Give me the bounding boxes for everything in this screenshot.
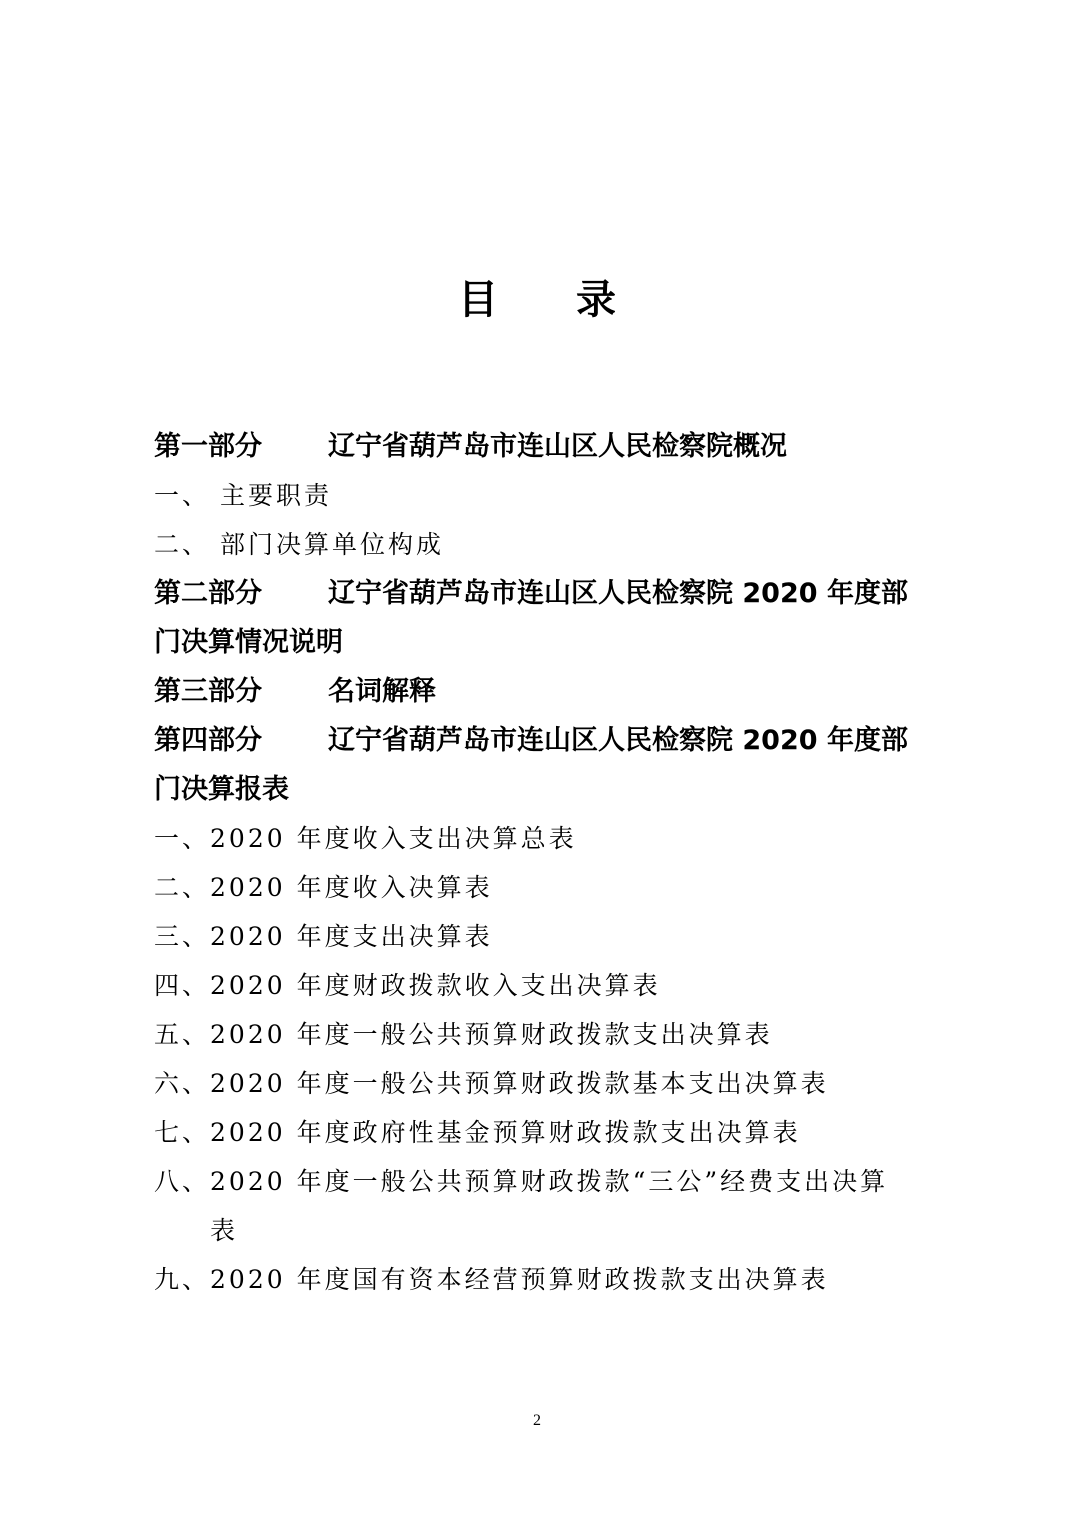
page-title (0, 272, 1074, 328)
toc-part-1[interactable] (154, 422, 934, 471)
toc-item-number: 一、 (154, 824, 211, 853)
toc-item-text: 2020 年度财政拨款收入支出决算表 (210, 971, 661, 1000)
toc-item-text: 2020 年度支出决算表 (210, 922, 493, 951)
toc-report-item-8[interactable] (154, 1157, 934, 1255)
toc-item-number: 三、 (154, 922, 211, 951)
toc-item-text: 主要职责 (220, 481, 333, 510)
page-title-char-1: 目 (458, 277, 498, 323)
toc-part-line (154, 569, 934, 667)
toc-item-text: 2020 年度国有资本经营预算财政拨款支出决算表 (210, 1265, 829, 1294)
toc-part-label: 第二部分 (154, 578, 262, 609)
toc-item-number: 七、 (154, 1118, 211, 1147)
toc-report-item-2[interactable] (154, 863, 934, 912)
toc-part-3[interactable] (154, 667, 934, 716)
toc-item-part1-1[interactable] (154, 471, 934, 520)
toc-item-number: 二、 (154, 530, 211, 559)
toc-report-item-9[interactable] (154, 1255, 934, 1304)
page-number: 2 (533, 1412, 541, 1429)
toc-part-text: 辽宁省葫芦岛市连山区人民检察院概况 (328, 431, 787, 462)
toc-item-number: 四、 (154, 971, 211, 1000)
toc-part-label: 第三部分 (154, 676, 262, 707)
toc-item-text: 2020 年度收入支出决算总表 (210, 824, 577, 853)
toc-part-4[interactable] (154, 716, 934, 814)
toc-part-text: 辽宁省葫芦岛市连山区人民检察院 2020 年度部门决算报表 (154, 725, 908, 805)
toc-report-item-6[interactable] (154, 1059, 934, 1108)
toc-part-label: 第四部分 (154, 725, 262, 756)
toc-item-number: 五、 (154, 1020, 211, 1049)
toc-item-number: 八、 (154, 1167, 211, 1196)
toc-item-number: 二、 (154, 873, 211, 902)
toc-item-number: 一、 (154, 481, 211, 510)
toc-report-item-1[interactable] (154, 814, 934, 863)
toc-item-text: 2020 年度一般公共预算财政拨款“三公”经费支出决算表 (210, 1167, 889, 1245)
toc-report-item-4[interactable] (154, 961, 934, 1010)
toc-part-label: 第一部分 (154, 431, 262, 462)
toc-item-number: 六、 (154, 1069, 211, 1098)
toc-part-text: 辽宁省葫芦岛市连山区人民检察院 2020 年度部门决算情况说明 (154, 578, 908, 658)
page-title-char-2: 录 (576, 277, 616, 323)
toc-item-text: 2020 年度政府性基金预算财政拨款支出决算表 (210, 1118, 801, 1147)
toc-report-item-7[interactable] (154, 1108, 934, 1157)
table-of-contents (154, 422, 934, 1304)
toc-item-text: 部门决算单位构成 (220, 530, 445, 559)
toc-part-2[interactable] (154, 569, 934, 667)
toc-item-text: 2020 年度收入决算表 (210, 873, 493, 902)
toc-part-line (154, 716, 934, 814)
toc-item-part1-2[interactable] (154, 520, 934, 569)
toc-report-item-3[interactable] (154, 912, 934, 961)
toc-item-text: 2020 年度一般公共预算财政拨款基本支出决算表 (210, 1069, 829, 1098)
toc-part-text: 名词解释 (328, 676, 436, 707)
toc-item-number: 九、 (154, 1265, 211, 1294)
toc-item-text: 2020 年度一般公共预算财政拨款支出决算表 (210, 1020, 773, 1049)
toc-report-item-5[interactable] (154, 1010, 934, 1059)
